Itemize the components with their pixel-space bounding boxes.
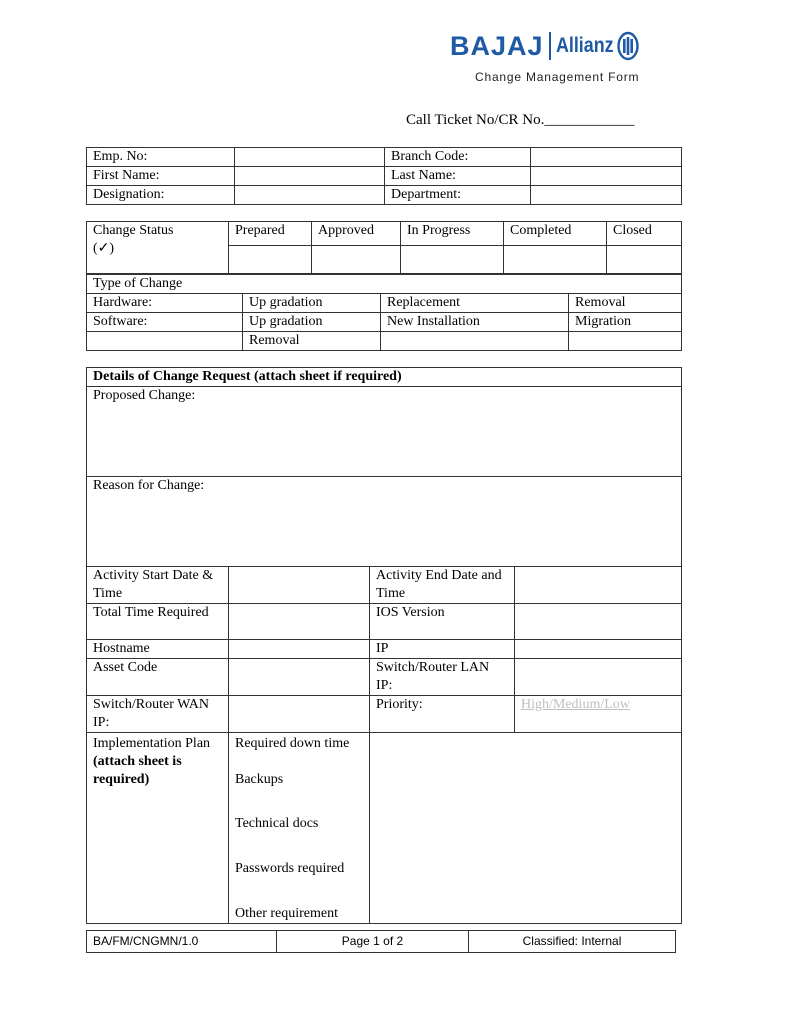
hw-replacement-option[interactable]: Replacement: [381, 294, 569, 313]
doc-code: BA/FM/CNGMN/1.0: [87, 931, 277, 953]
req-downtime-item: Required down time: [235, 736, 350, 751]
status-prepared: Prepared: [229, 222, 312, 246]
designation-input[interactable]: [235, 186, 385, 205]
asset-code-input[interactable]: [229, 659, 370, 696]
implementation-plan-note: (attach sheet is required): [93, 754, 182, 787]
hostname-input[interactable]: [229, 640, 370, 659]
form-title: Change Management Form: [475, 70, 640, 84]
end-date-input[interactable]: [515, 567, 682, 604]
department-label: Department:: [385, 186, 531, 205]
page-number: Page 1 of 2: [277, 931, 469, 953]
type-of-change-heading: Type of Change: [87, 275, 682, 294]
lan-ip-label: Switch/Router LAN IP:: [370, 659, 515, 696]
priority-placeholder: High/Medium/Low: [521, 697, 630, 712]
technical-docs-item: Technical docs: [235, 816, 319, 831]
in-progress-checkbox[interactable]: [401, 246, 504, 274]
lan-ip-input[interactable]: [515, 659, 682, 696]
empty-cell: [87, 332, 243, 351]
wan-ip-label: Switch/Router WAN IP:: [87, 696, 229, 733]
status-approved: Approved: [312, 222, 401, 246]
hardware-label: Hardware:: [87, 294, 243, 313]
page-footer: [86, 930, 676, 953]
change-status-table: [86, 221, 682, 274]
first-name-label: First Name:: [87, 167, 235, 186]
department-input[interactable]: [531, 186, 682, 205]
status-completed: Completed: [504, 222, 607, 246]
emp-no-label: Emp. No:: [87, 148, 235, 167]
logo-bajaj-text: BAJAJ: [450, 30, 544, 61]
start-date-label: Activity Start Date & Time: [87, 567, 229, 604]
classification: Classified: Internal: [469, 931, 676, 953]
check-mark-icon: (✓): [93, 241, 115, 256]
status-in-progress: In Progress: [401, 222, 504, 246]
status-closed: Closed: [607, 222, 682, 246]
hw-upgradation-option[interactable]: Up gradation: [243, 294, 381, 313]
sw-migration-option[interactable]: Migration: [569, 313, 682, 332]
change-status-label: [87, 222, 229, 274]
proposed-change-label: Proposed Change:: [93, 388, 196, 403]
sw-removal-option[interactable]: Removal: [243, 332, 381, 351]
emp-no-input[interactable]: [235, 148, 385, 167]
logo-separator: [549, 32, 551, 60]
backups-item: Backups: [235, 772, 284, 787]
allianz-eagle-icon: [617, 31, 639, 61]
approved-checkbox[interactable]: [312, 246, 401, 274]
implementation-plan-label: [87, 733, 229, 924]
hw-removal-option[interactable]: Removal: [569, 294, 682, 313]
empty-cell: [569, 332, 682, 351]
passwords-required-item: Passwords required: [235, 861, 345, 876]
employee-table: [86, 147, 682, 205]
end-date-label: Activity End Date and Time: [370, 567, 515, 604]
sw-upgradation-option[interactable]: Up gradation: [243, 313, 381, 332]
closed-checkbox[interactable]: [607, 246, 682, 274]
hostname-label: Hostname: [87, 640, 229, 659]
ip-input[interactable]: [515, 640, 682, 659]
priority-input[interactable]: [515, 696, 682, 733]
priority-label: Priority:: [370, 696, 515, 733]
proposed-change-field[interactable]: [87, 387, 682, 477]
last-name-input[interactable]: [531, 167, 682, 186]
sw-new-installation-option[interactable]: New Installation: [381, 313, 569, 332]
wan-ip-input[interactable]: [229, 696, 370, 733]
other-requirement-item: Other requirement: [235, 906, 339, 921]
implementation-plan-input[interactable]: [370, 733, 682, 924]
branch-code-input[interactable]: [531, 148, 682, 167]
logo-allianz-text: Allianz: [555, 34, 614, 57]
reason-for-change-label: Reason for Change:: [93, 478, 205, 493]
empty-cell: [381, 332, 569, 351]
first-name-input[interactable]: [235, 167, 385, 186]
start-date-input[interactable]: [229, 567, 370, 604]
last-name-label: Last Name:: [385, 167, 531, 186]
implementation-plan-text: Implementation Plan: [93, 736, 211, 751]
asset-code-label: Asset Code: [87, 659, 229, 696]
company-logo: [450, 28, 639, 64]
designation-label: Designation:: [87, 186, 235, 205]
ios-version-input[interactable]: [515, 604, 682, 640]
call-ticket-field[interactable]: Call Ticket No/CR No.____________: [406, 112, 635, 128]
type-of-change-table: [86, 274, 682, 351]
ip-label: IP: [370, 640, 515, 659]
details-table: [86, 367, 682, 924]
software-label: Software:: [87, 313, 243, 332]
details-heading: Details of Change Request (attach sheet if required): [87, 368, 682, 387]
completed-checkbox[interactable]: [504, 246, 607, 274]
implementation-items: [229, 733, 370, 924]
branch-code-label: Branch Code:: [385, 148, 531, 167]
total-time-label: Total Time Required: [87, 604, 229, 640]
change-status-text: Change Status: [93, 223, 174, 238]
total-time-input[interactable]: [229, 604, 370, 640]
prepared-checkbox[interactable]: [229, 246, 312, 274]
reason-for-change-field[interactable]: [87, 477, 682, 567]
ios-version-label: IOS Version: [370, 604, 515, 640]
